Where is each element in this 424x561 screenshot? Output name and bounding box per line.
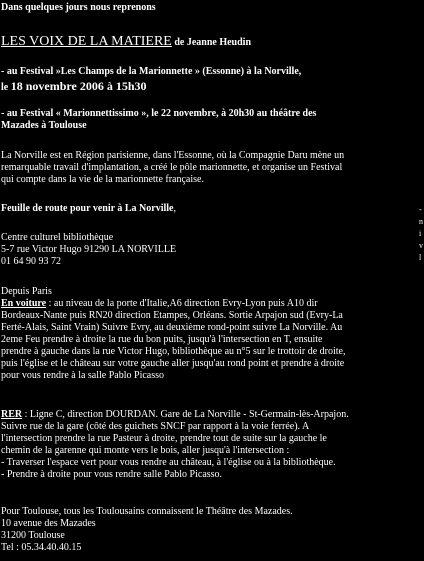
car-line5: puis l'église et le château sur votre gauche aller jusqu'au rond point et prendre à droite	[1, 358, 345, 369]
edge-glyph: -	[419, 205, 422, 214]
author-byline: de Jeanne Heudin	[171, 37, 252, 48]
roadmap-heading-tail: ,	[173, 203, 176, 214]
event-champs-line1: - au Festival »Les Champs de la Marionnette » (Essonne) à la Norville,	[1, 66, 302, 77]
car-line0-text: : au niveau de la porte d'Italie,A6 direction Evry-Lyon puis A10 dir	[46, 298, 318, 309]
event-marionnettissimo-line2: Mazades à Toulouse	[1, 120, 87, 131]
intro-line2: remarquable travail d'implantation, a créé le pôle marionnette, et organise un Festival	[1, 162, 343, 173]
rer-line0	[1, 409, 417, 421]
toulouse-line2: 10 avenue des Mazades	[1, 518, 96, 529]
venue-phone: 01 64 90 93 72	[1, 256, 61, 267]
toulouse-line4: Tel : 05.34.40.40.15	[1, 542, 82, 553]
car-line3: 2eme Feu prendre à droite la rue du bon puits, jusqu'à l'intersection en T, ensuite	[1, 334, 323, 345]
rer-label: RER	[1, 409, 23, 420]
intro-paragraph	[1, 150, 417, 186]
car-from: Depuis Paris	[1, 286, 52, 297]
toulouse-block	[1, 506, 417, 554]
event-marionnettissimo-line1: - au Festival « Marionnettissimo », le 22 novembre, à 20h30 au théâtre des	[1, 108, 317, 119]
car-line6: pour vous rendre à la salle Pablo Picasso	[1, 370, 165, 381]
intro-line1: La Norville est en Région parisienne, dans l'Essonne, où la Compagnie Daru mène un	[1, 150, 345, 161]
rer-line1: Suivre rue de la gare (côté des guichets SNCF par rapport à la voie ferrée). A	[1, 421, 310, 432]
event-marionnettissimo	[1, 108, 417, 132]
event-champs-date: 18 novembre 2006 à 15h30	[10, 80, 147, 93]
edge-glyph: v	[419, 241, 423, 250]
car-line4: prendre à gauche dans la rue Victor Hugo, bibliothèque au n°5 sur le trottoir de droite,	[1, 346, 346, 357]
roadmap-heading	[1, 203, 417, 215]
header-line: Dans quelques jours nous reprenons	[1, 2, 156, 13]
show-title: LES VOIX DE LA MATIERE	[1, 34, 172, 49]
rer-line0-text: : Ligne C, direction DOURDAN. Gare de La Norville - St-Germain-lès-Arpajon.	[22, 409, 349, 420]
edge-glyph: n	[419, 217, 423, 226]
car-line1: Bordeaux-Nante puis RN20 direction Etampes, Orléans. Sortie Arpajon sud (Evry-La	[1, 310, 343, 321]
venue-name: Centre culturel bibliothèque	[1, 232, 114, 243]
venue-address: 5-7 rue Victor Hugo 91290 LA NORVILLE	[1, 244, 177, 255]
rer-line2: l'intersection prendre la rue Pasteur à droite, prendre tout de suite sur la gauche le	[1, 433, 327, 444]
edge-glyph: l	[419, 253, 422, 262]
rer-line5: - Prendre à droite pour vous rendre salle Pablo Picasso.	[1, 469, 223, 480]
venue-block	[1, 232, 417, 268]
rer-line3: chemin de la garenne qui monte vers le bois, aller jusqu'à l'intersection :	[1, 445, 290, 456]
event-champs-line2	[1, 80, 417, 94]
car-line0	[1, 298, 417, 310]
car-line2: Ferté-Alais, Saint Vrain) Suivre Evry, au deuxième rond-point suivre La Norville. Au	[1, 322, 343, 333]
intro-line3: qui compte dans la vie de la marionnette française.	[1, 174, 204, 185]
car-directions	[1, 286, 417, 382]
roadmap-heading-text: Feuille de route pour venir à La Norville	[1, 203, 174, 214]
toulouse-line3: 31200 Toulouse	[1, 530, 65, 541]
event-champs-prefix: le	[1, 82, 11, 93]
cut-off-right-column	[419, 204, 424, 264]
toulouse-line1: Pour Toulouse, tous les Toulousains connaissent le Théâtre des Mazades.	[1, 506, 293, 517]
title-block	[1, 34, 417, 50]
event-champs	[1, 66, 417, 94]
rer-directions	[1, 409, 417, 481]
rer-line4: - Traverser l'espace vert pour vous rendre au château, à l'église ou à la bibliothèque.	[1, 457, 336, 468]
edge-glyph: i	[419, 229, 422, 238]
car-label: En voiture	[1, 298, 47, 309]
